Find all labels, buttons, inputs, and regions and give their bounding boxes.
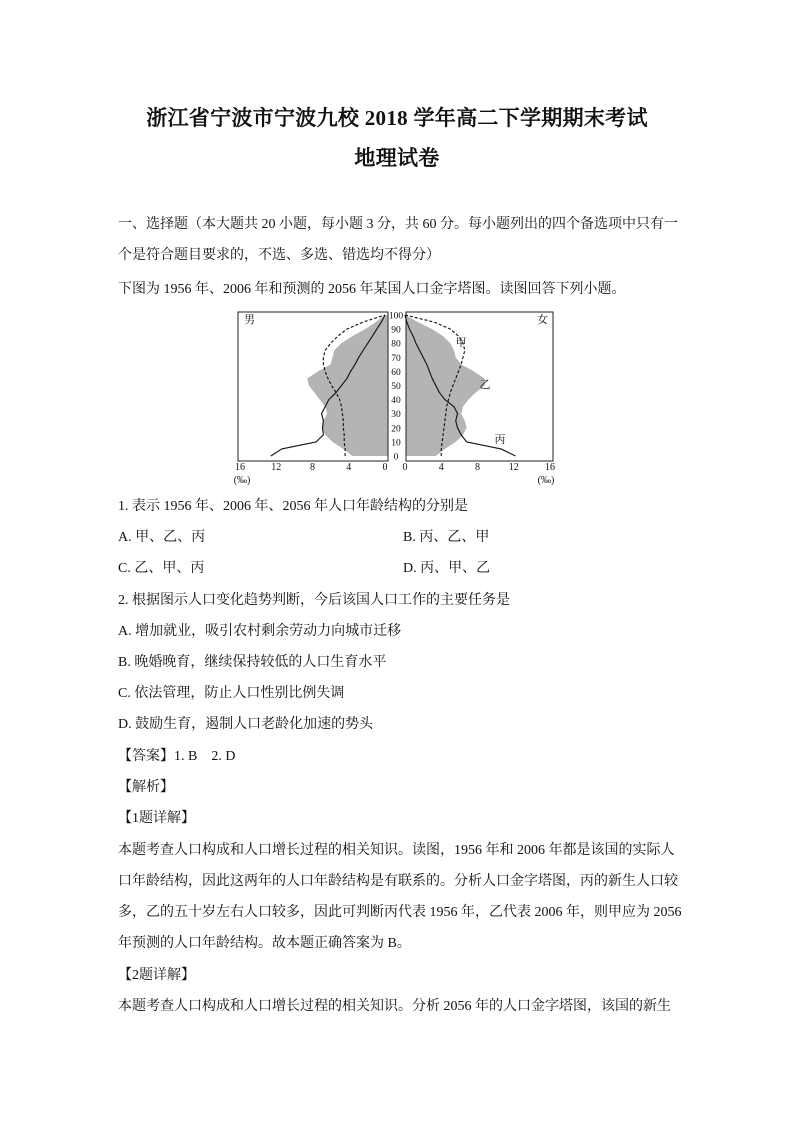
question-2-option-b: B. 晚婚晚育，继续保持较低的人口生育水平 [118,655,387,670]
male-x-tick-label: 0 [382,462,388,473]
female-x-tick-label: 4 [438,462,444,473]
male-x-tick-label: 16 [235,462,246,473]
q1-detail-line: 口年龄结构，因此这两年的人口年龄结构是有联系的。分析人口金字塔图，丙的新生人口较 [118,874,678,889]
series-2-label: 乙 [479,379,491,391]
female-x-tick-label: 8 [474,462,480,473]
male-x-unit-label: (‰) [233,475,251,486]
age-tick-label: 10 [391,438,401,449]
age-tick-label: 100 [388,311,404,322]
age-tick-label: 80 [391,339,401,350]
question-1-option-c: C. 乙、甲、丙 [118,561,205,576]
q2-detail-line: 本题考查人口构成和人口增长过程的相关知识。分析 2056 年的人口金字塔图，该国的新生 [118,999,671,1014]
series-3-label: 丙 [494,434,506,446]
series-2-male-area [307,315,388,456]
female-x-unit-label: (‰) [537,475,555,486]
section-instruction-line: 个是符合题目要求的，不选、多选、错选均不得分） [118,248,440,263]
question-1-option-b: B. 丙、乙、甲 [403,530,490,545]
question-2-option-c: C. 依法管理，防止人口性别比例失调 [118,686,345,701]
q2-detail-heading: 【2题详解】 [118,968,195,983]
series-2-female-area [405,315,485,456]
age-tick-label: 60 [391,367,401,378]
q1-detail-line: 本题考查人口构成和人口增长过程的相关知识。读图，1956 年和 2006 年都是该国的实际人 [118,843,675,858]
age-tick-label: 0 [393,452,399,463]
female-x-tick-label: 16 [544,462,555,473]
age-tick-label: 20 [391,424,401,435]
q1-detail-heading: 【1题详解】 [118,811,195,826]
male-x-tick-label: 8 [310,462,316,473]
age-tick-label: 50 [391,382,401,392]
q1-detail-line: 多，乙的五十岁左右人口较多，因此可判断丙代表 1956 年，乙代表 2006 年，则甲应为 2056 [118,905,682,920]
figure-intro-text: 下图为 1956 年、2006 年和预测的 2056 年某国人口金字塔图。读图回答下列小题。 [118,282,626,297]
page-subtitle: 地理试卷 [354,146,440,170]
age-tick-label: 70 [391,353,401,364]
male-x-tick-label: 4 [346,462,352,473]
page-title: 浙江省宁波市宁波九校 2018 学年高二下学期期末考试 [146,106,648,130]
answer-line: 【答案】1. B 2. D [118,749,236,764]
question-2-option-a: A. 增加就业，吸引农村剩余劳动力向城市迁移 [118,624,402,639]
question-1-stem: 1. 表示 1956 年、2006 年、2056 年人口年龄结构的分别是 [118,499,468,514]
analysis-heading: 【解析】 [118,780,174,795]
question-2-option-d: D. 鼓励生育，遏制人口老龄化加速的势头 [118,717,374,732]
age-tick-label: 90 [391,325,401,336]
question-1-option-a: A. 甲、乙、丙 [118,530,206,545]
q1-detail-line: 年预测的人口年龄结构。故本题正确答案为 B。 [118,936,411,951]
male-x-tick-label: 12 [271,462,282,473]
male-panel-label: 男 [244,314,255,326]
age-tick-label: 30 [391,410,401,421]
age-tick-label: 40 [391,396,401,407]
section-instruction-line: 一、选择题（本大题共 20 小题，每小题 3 分，共 60 分。每小题列出的四个备选项中只有一 [118,217,678,232]
series-1-label: 甲 [455,337,467,349]
female-x-tick-label: 0 [402,462,408,473]
population-pyramid-chart [230,305,565,490]
question-2-stem: 2. 根据图示人口变化趋势判断，今后该国人口工作的主要任务是 [118,593,510,608]
female-x-tick-label: 12 [508,462,519,473]
female-panel-label: 女 [537,314,548,326]
question-1-option-d: D. 丙、甲、乙 [403,561,491,576]
